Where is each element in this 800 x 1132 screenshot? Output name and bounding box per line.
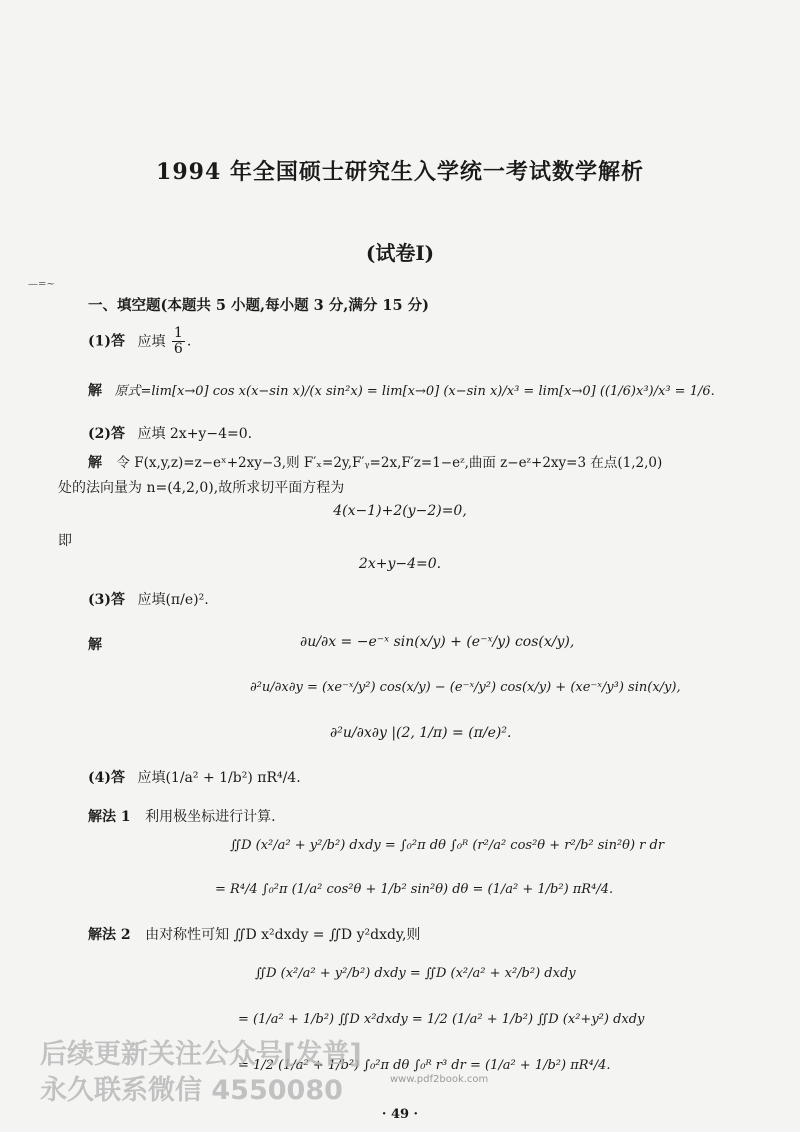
page-title: 1994 年全国硕士研究生入学统一考试数学解析 xyxy=(156,159,644,185)
q2-solution-label: 解 xyxy=(88,455,102,471)
q2-connector: 即 xyxy=(58,533,72,549)
q3-eq2: ∂²u/∂x∂y = (xe⁻ˣ/y²) cos(x/y) − (e⁻ˣ/y²) cos(x/y) + (xe⁻ˣ/y³) sin(x/y), xyxy=(250,680,681,695)
q3-answer-text: 应填(π/e)². xyxy=(137,592,209,608)
q4-m1-eq1: ∬D (x²/a² + y²/b²) dxdy = ∫₀²π dθ ∫₀ᴿ (r²/a² cos²θ + r²/b² sin²θ) r dr xyxy=(230,838,665,853)
q2-answer-text: 应填 2x+y−4=0. xyxy=(137,426,253,442)
q4-method1-label: 解法 1 xyxy=(88,809,131,825)
watermark-site: www.pdf2book.com xyxy=(390,1074,489,1085)
q4-answer xyxy=(88,767,301,787)
scan-mark: —=~ xyxy=(28,279,55,290)
q4-method1 xyxy=(88,806,276,826)
q2-solution-text1: 令 F(x,y,z)=z−eˣ+2xy−3,则 F′ₓ=2y,F′ᵧ=2x,F′z=1−eᶻ,曲面 z−eᶻ+2xy=3 在点(1,2,0) xyxy=(116,455,663,471)
q1-solution xyxy=(88,380,715,400)
q2-equation2: 2x+y−4=0. xyxy=(358,556,442,572)
q2-solution-line2: 处的法向量为 n=(4,2,0),故所求切平面方程为 xyxy=(58,480,345,496)
q1-answer: (1)答 应填 $\frac{1}{6}$ . xyxy=(88,325,192,357)
q4-method2-label: 解法 2 xyxy=(88,927,131,943)
section-heading: 一、填空题(本题共 5 小题,每小题 3 分,满分 15 分) xyxy=(88,297,429,314)
q3-answer xyxy=(88,589,209,609)
q2-answer-label: (2)答 xyxy=(88,426,125,442)
q4-m2-eq3: = 1/2 (1/a² + 1/b²) ∫₀²π dθ ∫₀ᴿ r³ dr = (1/a² + 1/b²) πR⁴/4. xyxy=(238,1058,611,1073)
q3-solution-label: 解 xyxy=(88,637,102,653)
q4-answer-label: (4)答 xyxy=(88,770,125,786)
q3-answer-label: (3)答 xyxy=(88,592,125,608)
q1-answer-text: 应填 xyxy=(137,333,166,350)
q2-answer xyxy=(88,423,252,443)
q2-equation1: 4(x−1)+2(y−2)=0, xyxy=(333,503,467,519)
q3-eq1: ∂u/∂x = −e⁻ˣ sin(x/y) + (e⁻ˣ/y) cos(x/y), xyxy=(300,634,575,650)
q4-method2 xyxy=(88,924,420,944)
q4-method1-text: 利用极坐标进行计算. xyxy=(145,809,276,825)
q4-answer-text: 应填(1/a² + 1/b²) πR⁴/4. xyxy=(137,770,301,786)
page-number: · 49 · xyxy=(381,1107,419,1122)
q1-answer-label: (1)答 xyxy=(88,333,125,350)
watermark-line1: 后续更新关注公众号[发普] xyxy=(40,1039,362,1070)
q1-solution-text: 原式=lim[x→0] cos x(x−sin x)/(x sin²x) = lim[x→0] (x−sin x)/x³ = lim[x→0] ((1/6)x³)/x³ = 1/6. xyxy=(114,384,715,399)
q1-answer-fraction: $\frac{1}{6}$ xyxy=(173,325,183,357)
q2-solution-line1 xyxy=(88,451,662,472)
watermark-line2: 永久联系微信 4550080 xyxy=(40,1075,343,1106)
q4-m1-eq2: = R⁴/4 ∫₀²π (1/a² cos²θ + 1/b² sin²θ) dθ = (1/a² + 1/b²) πR⁴/4. xyxy=(215,882,614,897)
q1-solution-label: 解 xyxy=(88,383,102,399)
q4-m2-eq1: ∬D (x²/a² + y²/b²) dxdy = ∬D (x²/a² + x²/b²) dxdy xyxy=(255,966,576,981)
q3-eq3: ∂²u/∂x∂y |(2, 1/π) = (π/e)². xyxy=(330,725,512,741)
q4-method2-text: 由对称性可知 ∬D x²dxdy = ∬D y²dxdy,则 xyxy=(145,927,421,943)
page-subtitle: (试卷Ⅰ) xyxy=(365,241,435,265)
q4-m2-eq2: = (1/a² + 1/b²) ∬D x²dxdy = 1/2 (1/a² + 1/b²) ∬D (x²+y²) dxdy xyxy=(238,1012,645,1027)
